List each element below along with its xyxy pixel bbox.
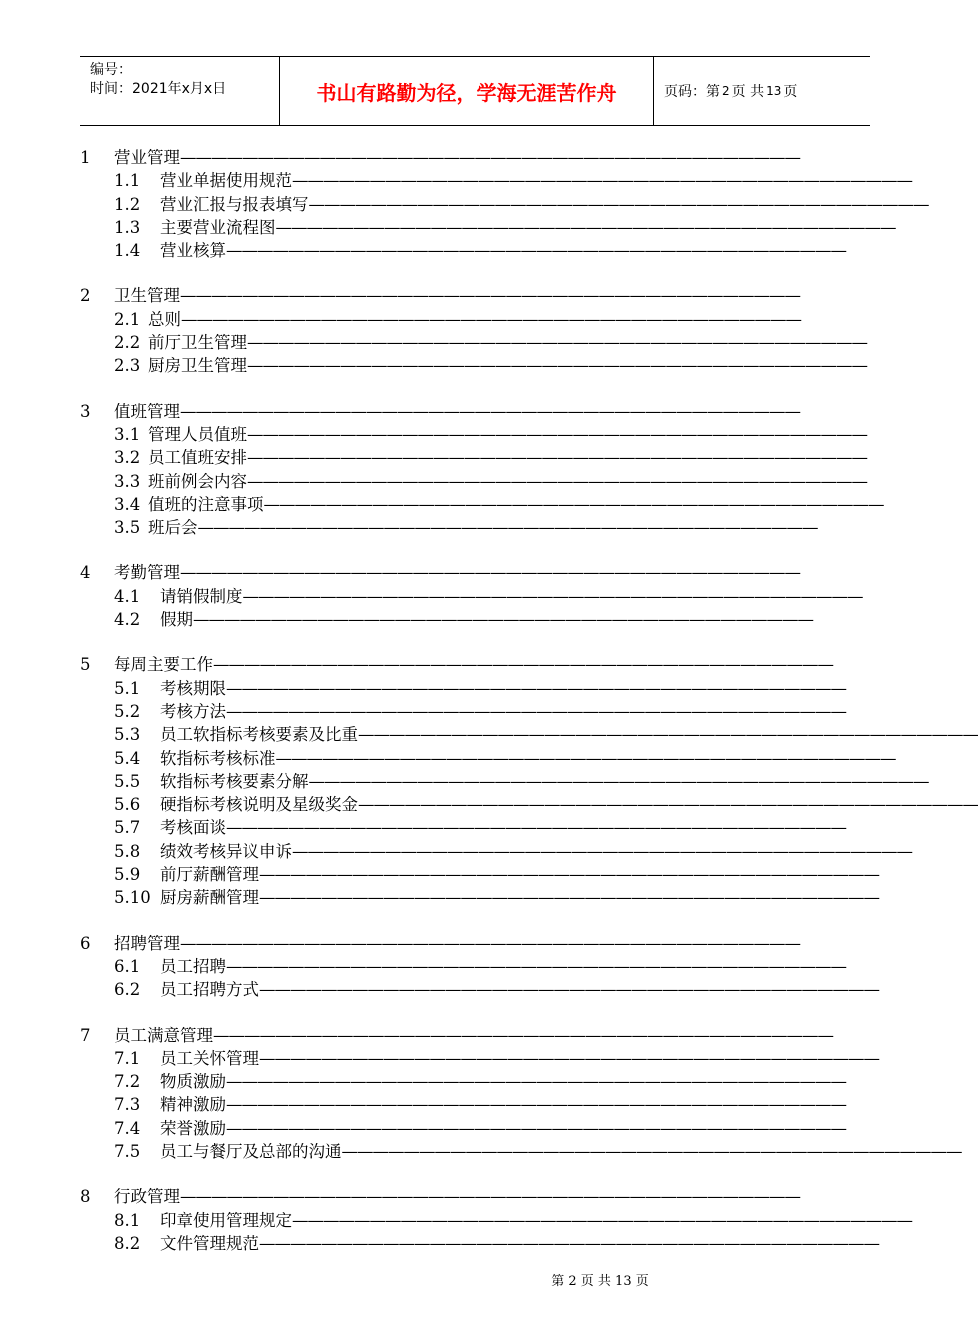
toc-item-title: 员工招聘 <box>160 956 226 976</box>
toc-leader: ———————————————————————————————————————— <box>180 401 800 421</box>
toc-item-title: 员工与餐厅及总部的沟通 <box>160 1141 342 1161</box>
toc-item-number: 6.2 <box>114 980 141 1000</box>
toc-item-number: 5.3 <box>114 725 141 745</box>
header-meta <box>80 57 280 125</box>
toc-item[interactable] <box>80 1047 879 1070</box>
toc-item[interactable] <box>80 308 801 331</box>
toc-leader: ———————————————————————————————————————— <box>226 1118 846 1138</box>
toc-leader: ———————————————————————————————————————— <box>358 795 978 815</box>
toc-item-title: 班后会 <box>148 518 198 538</box>
toc-leader: ———————————————————————————————————————— <box>259 888 879 908</box>
header-page-info <box>654 57 870 125</box>
toc-item-number: 5.5 <box>114 771 141 791</box>
toc-item-number: 6.1 <box>114 956 141 976</box>
toc-leader: ———————————————————————————————————————— <box>259 1048 879 1068</box>
toc-item-title: 管理人员值班 <box>148 424 247 444</box>
toc-item[interactable] <box>80 169 912 192</box>
toc-leader: ———————————————————————————————————————— <box>181 309 801 329</box>
toc-item[interactable] <box>80 840 912 863</box>
toc-leader: ———————————————————————————————————————— <box>226 1072 846 1092</box>
toc-item[interactable] <box>80 677 846 700</box>
toc-item-number: 5.1 <box>114 678 141 698</box>
page-header <box>80 56 870 126</box>
toc-item-number: 2.1 <box>114 309 141 329</box>
toc-leader: ———————————————————————————————————————— <box>275 217 896 237</box>
toc-item-number: 5.8 <box>114 841 141 861</box>
toc-leader: ———————————————————————————————————————— <box>247 448 867 468</box>
toc-item-title: 硬指标考核说明及星级奖金 <box>160 795 358 815</box>
toc-item-number: 4.2 <box>114 610 141 630</box>
toc-item-title: 员工软指标考核要素及比重 <box>160 725 358 745</box>
toc-leader: ———————————————————————————————————————— <box>226 956 846 976</box>
toc-leader: ———————————————————————————————————————— <box>193 610 813 630</box>
toc-item-number: 3.2 <box>114 448 141 468</box>
toc-item-title: 考核期限 <box>160 678 226 698</box>
toc-item[interactable] <box>80 1093 846 1116</box>
toc-item-title: 员工招聘方式 <box>160 980 259 1000</box>
toc-item-title: 营业汇报与报表填写 <box>160 194 309 214</box>
toc-item-number: 5.6 <box>114 795 141 815</box>
toc-leader: ———————————————————————————————————————— <box>226 241 846 261</box>
toc-leader: ———————————————————————————————————————— <box>275 748 896 768</box>
toc-chapter[interactable] <box>80 932 800 955</box>
toc-leader: ———————————————————————————————————————— <box>247 471 867 491</box>
code-label: 编号： <box>90 62 132 78</box>
toc-item-number: 5.4 <box>114 748 141 768</box>
toc-leader: ———————————————————————————————————————— <box>213 655 833 675</box>
toc-item-title: 前厅卫生管理 <box>148 333 247 353</box>
toc-item-title: 软指标考核标准 <box>160 748 276 768</box>
toc-item[interactable] <box>80 1232 879 1255</box>
toc-item[interactable] <box>80 723 978 746</box>
toc-item-number: 8.2 <box>114 1233 141 1253</box>
toc-leader: ———————————————————————————————————————— <box>308 194 929 214</box>
toc-item-number: 4.1 <box>114 586 141 606</box>
toc-leader: ———————————————————————————————————————— <box>259 1233 879 1253</box>
page-prefix: 页码：第 <box>664 84 720 100</box>
toc-leader: ———————————————————————————————————————— <box>180 1187 800 1207</box>
toc-leader: ———————————————————————————————————————— <box>180 933 800 953</box>
toc-item-number: 5.2 <box>114 701 141 721</box>
toc-leader: ———————————————————————————————————————— <box>226 678 846 698</box>
toc-leader: ———————————————————————————————————————— <box>292 841 912 861</box>
toc-leader: ———————————————————————————————————————— <box>259 980 879 1000</box>
toc-section <box>80 932 879 1002</box>
toc-chapter[interactable] <box>80 146 800 169</box>
footer-page-text: 第 2 页 共 13 页 <box>551 1274 649 1289</box>
toc-item-number: 1.1 <box>114 171 141 191</box>
toc-item-number: 2.3 <box>114 356 141 376</box>
page-suffix: 页 <box>783 84 798 100</box>
toc-item[interactable] <box>80 886 879 909</box>
toc-section <box>80 561 863 631</box>
toc-leader: ———————————————————————————————————————— <box>242 586 863 606</box>
toc-item-number: 3.5 <box>114 518 141 538</box>
time-label: 时间：2021年x月x日 <box>90 81 227 97</box>
toc-item-number: 1.2 <box>114 194 141 214</box>
toc-item-title: 考核面谈 <box>160 818 226 838</box>
toc-item-title: 前厅薪酬管理 <box>160 865 259 885</box>
toc-chapter-title: 员工满意管理 <box>114 1025 213 1045</box>
toc-chapter[interactable] <box>80 284 800 307</box>
page-total: 13 <box>766 84 782 98</box>
toc-item-number: 3.3 <box>114 471 141 491</box>
toc-item[interactable] <box>80 1209 912 1232</box>
toc-leader: ———————————————————————————————————————— <box>292 1210 912 1230</box>
toc-item-title: 精神激励 <box>160 1095 226 1115</box>
toc-item-number: 8.1 <box>114 1210 141 1230</box>
toc-chapter-title: 值班管理 <box>114 401 180 421</box>
toc-item-number: 2.2 <box>114 333 141 353</box>
toc-item[interactable] <box>80 793 978 816</box>
toc-item[interactable] <box>80 1117 846 1140</box>
toc-section <box>80 1024 962 1164</box>
toc-leader: ———————————————————————————————————————— <box>341 1141 962 1161</box>
toc-leader: ———————————————————————————————————————— <box>247 424 867 444</box>
toc-item[interactable] <box>80 216 896 239</box>
toc-chapter-number: 7 <box>80 1025 91 1045</box>
toc-item-number: 7.3 <box>114 1095 141 1115</box>
toc-leader: ———————————————————————————————————————— <box>247 356 867 376</box>
page-footer <box>0 1270 950 1289</box>
toc-item[interactable] <box>80 354 867 377</box>
toc-item[interactable] <box>80 863 879 886</box>
toc-item[interactable] <box>80 423 867 446</box>
toc-item-number: 5.9 <box>114 865 141 885</box>
toc-item-title: 员工值班安排 <box>148 448 247 468</box>
toc-item-title: 员工关怀管理 <box>160 1048 259 1068</box>
toc-leader: ———————————————————————————————————————— <box>259 865 879 885</box>
page-number: 2 <box>722 84 730 98</box>
toc-chapter-number: 8 <box>80 1187 91 1207</box>
toc-section <box>80 284 867 377</box>
toc-chapter-number: 2 <box>80 286 91 306</box>
toc-leader: ———————————————————————————————————————— <box>180 563 800 583</box>
toc-item[interactable] <box>80 747 896 770</box>
toc-item-title: 营业核算 <box>160 241 226 261</box>
table-of-contents <box>80 146 978 1277</box>
toc-item-title: 请销假制度 <box>160 586 243 606</box>
toc-item[interactable] <box>80 1140 962 1163</box>
toc-item[interactable] <box>80 955 846 978</box>
toc-item[interactable] <box>80 193 929 216</box>
page-mid: 页 共 <box>731 84 765 100</box>
toc-item-title: 值班的注意事项 <box>148 494 264 514</box>
toc-item[interactable] <box>80 331 867 354</box>
toc-item-title: 绩效考核异议申诉 <box>160 841 292 861</box>
toc-item[interactable] <box>80 493 884 516</box>
toc-item-title: 主要营业流程图 <box>160 217 276 237</box>
toc-item-number: 5.7 <box>114 818 141 838</box>
toc-item-title: 班前例会内容 <box>148 471 247 491</box>
toc-leader: ———————————————————————————————————————— <box>213 1025 833 1045</box>
toc-chapter[interactable] <box>80 653 833 676</box>
toc-leader: ———————————————————————————————————————— <box>292 171 912 191</box>
toc-item[interactable] <box>80 770 929 793</box>
toc-item-number: 3.4 <box>114 494 141 514</box>
toc-chapter-title: 卫生管理 <box>114 286 180 306</box>
toc-chapter[interactable] <box>80 1185 800 1208</box>
toc-item-title: 荣誉激励 <box>160 1118 226 1138</box>
toc-item-number: 3.1 <box>114 424 141 444</box>
toc-chapter-title: 考勤管理 <box>114 563 180 583</box>
toc-chapter-title: 每周主要工作 <box>114 655 213 675</box>
toc-leader: ———————————————————————————————————————— <box>226 701 846 721</box>
toc-item[interactable] <box>80 608 813 631</box>
toc-chapter-number: 3 <box>80 401 91 421</box>
toc-leader: ———————————————————————————————————————— <box>308 771 929 791</box>
toc-item[interactable] <box>80 816 846 839</box>
toc-section <box>80 146 929 262</box>
toc-item-number: 7.1 <box>114 1048 141 1068</box>
toc-item-title: 文件管理规范 <box>160 1233 259 1253</box>
toc-leader: ———————————————————————————————————————— <box>226 818 846 838</box>
toc-section <box>80 653 978 909</box>
toc-chapter-title: 行政管理 <box>114 1187 180 1207</box>
toc-item-title: 假期 <box>160 610 193 630</box>
toc-leader: ———————————————————————————————————————— <box>358 725 978 745</box>
toc-item[interactable] <box>80 239 846 262</box>
toc-item[interactable] <box>80 446 867 469</box>
toc-item-title: 考核方法 <box>160 701 226 721</box>
toc-item-title: 软指标考核要素分解 <box>160 771 309 791</box>
toc-chapter-number: 1 <box>80 148 91 167</box>
toc-item-title: 营业单据使用规范 <box>160 171 292 191</box>
toc-item-number: 7.4 <box>114 1118 141 1138</box>
toc-item[interactable] <box>80 585 863 608</box>
toc-section <box>80 400 884 540</box>
toc-chapter[interactable] <box>80 400 800 423</box>
toc-item[interactable] <box>80 470 867 493</box>
toc-leader: ———————————————————————————————————————— <box>263 494 884 514</box>
toc-item-title: 总则 <box>148 309 181 329</box>
toc-leader: ———————————————————————————————————————— <box>180 286 800 306</box>
toc-item-number: 5.10 <box>114 888 151 908</box>
toc-chapter-number: 5 <box>80 655 91 675</box>
toc-item-title: 印章使用管理规定 <box>160 1210 292 1230</box>
toc-chapter-title: 招聘管理 <box>114 933 180 953</box>
toc-section <box>80 1185 912 1255</box>
toc-leader: ———————————————————————————————————————— <box>247 333 867 353</box>
toc-leader: ———————————————————————————————————————— <box>197 518 818 538</box>
toc-item[interactable] <box>80 1070 846 1093</box>
toc-leader: ———————————————————————————————————————— <box>180 148 800 167</box>
header-motto: 书山有路勤为径，学海无涯苦作舟 <box>280 57 654 125</box>
toc-item-title: 物质激励 <box>160 1072 226 1092</box>
toc-chapter-number: 4 <box>80 563 91 583</box>
toc-item[interactable] <box>80 978 879 1001</box>
toc-chapter[interactable] <box>80 1024 833 1047</box>
toc-chapter[interactable] <box>80 561 800 584</box>
toc-item-number: 7.5 <box>114 1141 141 1161</box>
toc-item[interactable] <box>80 700 846 723</box>
toc-item-title: 厨房卫生管理 <box>148 356 247 376</box>
toc-item-number: 1.3 <box>114 217 141 237</box>
toc-item-number: 1.4 <box>114 241 141 261</box>
toc-chapter-number: 6 <box>80 933 91 953</box>
toc-item[interactable] <box>80 516 818 539</box>
toc-leader: ———————————————————————————————————————— <box>226 1095 846 1115</box>
toc-chapter-title: 营业管理 <box>114 148 180 167</box>
toc-item-title: 厨房薪酬管理 <box>160 888 259 908</box>
toc-item-number: 7.2 <box>114 1072 141 1092</box>
